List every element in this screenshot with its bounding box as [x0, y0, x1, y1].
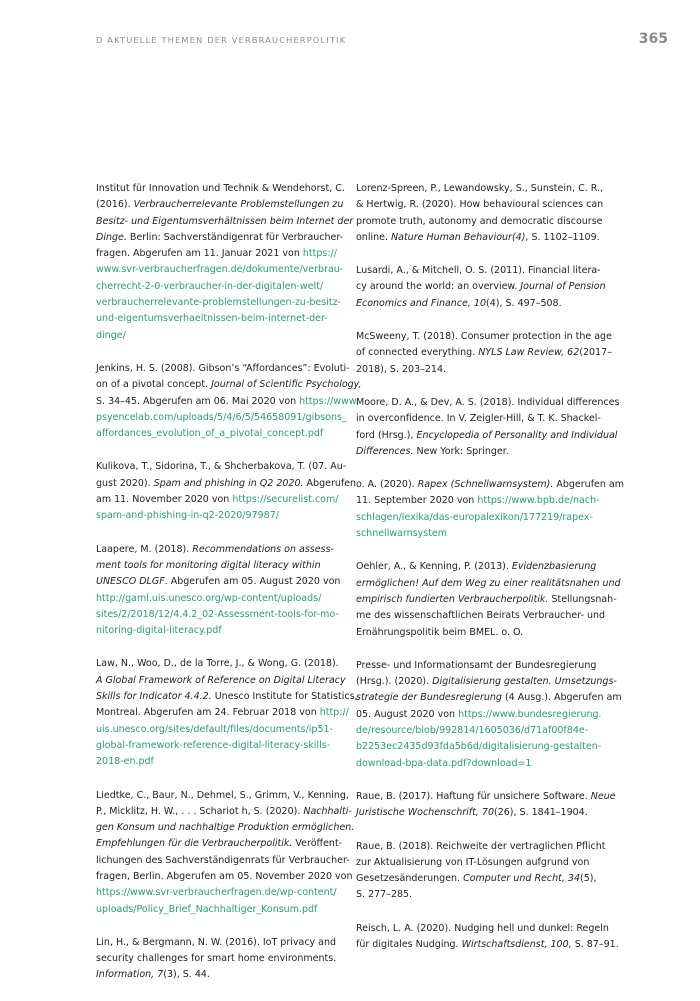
reference-text: (26), S. 1841–1904. [494, 807, 588, 819]
reference-italic: ermöglichen! Auf dem Weg zu einer realitätsnahen und [356, 577, 621, 589]
reference-italic: Neue [590, 790, 616, 802]
reference-line [356, 296, 600, 312]
reference-entry [96, 459, 357, 524]
reference-entry [96, 788, 355, 918]
reference-text: ford (Hrsg.), [356, 429, 417, 441]
reference-url[interactable]: schlagen/lexika/das-europalexikon/177219/rapex- [356, 511, 593, 523]
reference-line [356, 526, 600, 542]
reference-line [356, 197, 604, 213]
reference-line [356, 345, 612, 361]
reference-url[interactable]: sites/2/2018/12/4.4.2_02-Assessment-tools-for-mo- [96, 608, 339, 620]
reference-text: (4 Ausg.). Abgerufen am [501, 692, 622, 704]
reference-italic: Wirtschaftsdienst, 100, [461, 938, 572, 950]
reference-line [96, 788, 349, 804]
reference-line [356, 510, 600, 526]
reference-text: McSweeny, T. (2018). Consumer protection in the age [356, 331, 612, 343]
reference-url[interactable]: und-eigentumsverhaeltnissen-beim-internet-der- [96, 313, 328, 325]
reference-line [356, 789, 616, 805]
reference-line [96, 311, 340, 327]
reference-entry [96, 542, 340, 640]
reference-url[interactable]: http:// [319, 707, 349, 719]
reference-text: o. A. (2020). [356, 479, 418, 491]
reference-line [96, 673, 346, 689]
reference-italic: Evidenzbasierung [511, 561, 597, 573]
reference-text: Ernährungspolitik beim BMEL. o. O. [356, 626, 524, 638]
reference-text: Berlin: Sachverständigenrat für Verbraucher- [126, 231, 344, 243]
reference-italic: Rapex (Schnellwarnsystem). [417, 479, 554, 491]
reference-line [96, 542, 340, 558]
reference-line [356, 855, 600, 871]
reference-line [356, 887, 600, 903]
reference-text: (Hrsg.). (2020). [356, 676, 433, 688]
reference-line [356, 395, 620, 411]
reference-line [356, 839, 606, 855]
reference-line [356, 658, 600, 674]
reference-url[interactable]: spam-and-phishing-in-q2-2020/97987/ [96, 510, 279, 522]
reference-line [96, 214, 354, 230]
reference-text: Kulikova, T., Sidorina, T., & Shcherbakova, T. (07. Au- [96, 461, 347, 473]
reference-entry [96, 656, 358, 770]
reference-text: Oehler, A., & Kenning, P. (2013). [356, 561, 512, 573]
reference-text: P., Micklitz, H. W., . . . Schariot h, S. (2020). [96, 805, 304, 817]
reference-text: & Hertwig, R. (2020). How behavioural sciences can [356, 199, 604, 211]
reference-line [96, 328, 340, 344]
reference-line [96, 967, 340, 983]
reference-line [96, 279, 340, 295]
reference-url[interactable]: https://securelist.com/ [232, 494, 339, 506]
reference-line [96, 902, 340, 918]
reference-text: (3), S. 44. [163, 969, 210, 981]
reference-italic: Information, 7 [96, 969, 164, 981]
reference-italic: Journal of Scientific Psychology, [211, 379, 362, 391]
reference-entry [96, 361, 362, 442]
reference-italic: Dinge. [96, 231, 127, 243]
reference-line [96, 591, 340, 607]
reference-italic: Journal of Pension [520, 281, 606, 293]
reference-text: zur Aktualisierung von IT-Lösungen aufgrund von [356, 856, 590, 868]
reference-line [96, 836, 343, 852]
reference-text: Presse- und Informationsamt der Bundesregierung [356, 659, 597, 671]
reference-text: fragen, Berlin. Abgerufen am 05. November 2020 von [96, 870, 353, 882]
reference-text: Abgerufen am [553, 479, 624, 491]
reference-url[interactable]: schnellwarnsystem [356, 528, 448, 540]
reference-italic: Encyclopedia of Personality and Individual [416, 429, 618, 441]
left-column [96, 181, 362, 1001]
reference-url[interactable]: https://www.bundesregierung. [458, 708, 602, 720]
reference-text: online. [356, 231, 392, 243]
reference-line [96, 262, 344, 278]
reference-entry [96, 181, 354, 344]
reference-url[interactable]: https://www.bpb.de/nach- [477, 495, 600, 507]
reference-italic: strategie der Bundesregierung [356, 692, 502, 704]
reference-url[interactable]: https://www. [299, 395, 359, 407]
reference-text: in overconfidence. In V. Zeigler-Hill, & T. K. Shackel- [356, 413, 601, 425]
reference-entry [96, 935, 340, 984]
reference-line [96, 246, 340, 262]
reference-line [356, 263, 600, 279]
reference-text: Lusardi, A., & Mitchell, O. S. (2011). Financial litera- [356, 265, 601, 277]
reference-line [96, 459, 347, 475]
reference-line [356, 214, 603, 230]
reference-line [96, 574, 340, 590]
reference-text: me des wissenschaftlichen Beirats Verbraucher- und [356, 610, 606, 622]
reference-line [96, 853, 350, 869]
reference-line [96, 230, 344, 246]
reference-line [356, 592, 617, 608]
reference-url[interactable]: b2253ec2435d93fda5b6d/digitalisierung-gestalten- [356, 741, 602, 753]
running-head: D AKTUELLE THEMEN DER VERBRAUCHERPOLITIK [96, 35, 347, 45]
reference-line [356, 690, 622, 706]
reference-text: 2018), S. 203–214. [356, 363, 447, 375]
reference-text: S. 277–285. [356, 889, 413, 901]
reference-line [96, 885, 340, 901]
reference-line [356, 329, 612, 345]
reference-italic: Computer und Recht, 34 [463, 873, 580, 885]
reference-text: Moore, D. A., & Dev, A. S. (2018). Individual differences [356, 396, 620, 408]
reference-line [96, 377, 362, 393]
reference-line [96, 623, 340, 639]
reference-line [96, 361, 350, 377]
reference-text: 05. August 2020 von [356, 708, 459, 720]
reference-line [356, 493, 600, 509]
reference-line [96, 656, 340, 672]
reference-line [96, 705, 349, 721]
reference-line [356, 756, 600, 772]
reference-italic: Economics and Finance, 10 [356, 297, 487, 309]
reference-line [356, 279, 606, 295]
reference-line [356, 921, 609, 937]
reference-text: Liedtke, C., Baur, N., Dehmel, S., Grimm, V., Kenning, [96, 789, 349, 801]
reference-line [96, 804, 352, 820]
reference-line [356, 674, 617, 690]
reference-url[interactable]: de/resource/blob/992814/1605036/d71af00f84e- [356, 725, 589, 737]
reference-line [96, 295, 340, 311]
reference-text: security challenges for smart home environments. [96, 953, 337, 965]
reference-entry [356, 789, 616, 822]
reference-text: Raue, B. (2017). Haftung für unsichere Software. [356, 790, 591, 802]
reference-entry [356, 839, 606, 904]
reference-entry [356, 477, 624, 542]
reference-text: promote truth, autonomy and democratic discourse [356, 215, 603, 227]
reference-text: Laapere, M. (2018). [96, 543, 193, 555]
reference-line [356, 739, 600, 755]
reference-italic: Empfehlungen für die Verbraucherpolitik. [96, 838, 293, 850]
reference-url[interactable]: download-bpa-data.pdf?download=1 [356, 757, 532, 769]
reference-text: New York: Springer. [413, 445, 509, 457]
reference-text: Jenkins, H. S. (2008). Gibson’s “Affordances”: Evoluti- [96, 362, 350, 374]
reference-text: Raue, B. (2018). Reichweite der vertraglichen Pflicht [356, 840, 606, 852]
reference-url[interactable]: cherrecht-2-0-verbraucher-in-der-digitalen-welt/ [96, 280, 324, 292]
reference-entry [356, 658, 622, 772]
reference-italic: Digitalisierung gestalten. Umsetzungs- [432, 676, 617, 688]
reference-line [356, 625, 600, 641]
reference-url[interactable]: psyencelab.com/uploads/5/4/6/5/54658091/gibsons_ [96, 411, 347, 423]
reference-line [96, 951, 340, 967]
reference-line [96, 869, 353, 885]
reference-url[interactable]: dinge/ [96, 329, 126, 341]
reference-entry [356, 921, 619, 954]
reference-line [356, 428, 618, 444]
reference-text: S. 34–45. Abgerufen am 06. Mai 2020 von [96, 395, 300, 407]
page-number: 365 [638, 31, 668, 47]
reference-text: lichungen des Sachverständigenrats für Verbraucher- [96, 854, 350, 866]
reference-italic: Nature Human Behaviour(4) [391, 231, 526, 243]
reference-italic: Juristische Wochenschrift, 70 [356, 807, 494, 819]
reference-line [96, 935, 340, 951]
reference-line [96, 394, 359, 410]
reference-italic: Verbraucherrelevante Problemstellungen zu [133, 199, 344, 211]
reference-url[interactable]: uploads/Policy_Brief_Nachhaltiger_Konsum.pdf [96, 903, 318, 915]
reference-italic: A Global Framework of Reference on Digital Literacy [96, 674, 346, 686]
reference-text: (4), S. 497–508. [486, 297, 562, 309]
reference-line [356, 362, 600, 378]
reference-italic: Differences. [356, 445, 414, 457]
reference-text: (5), [580, 873, 597, 885]
reference-line [356, 559, 600, 575]
reference-text: fragen. Abgerufen am 11. Januar 2021 von [96, 248, 303, 260]
reference-text: Stellungsnah- [548, 593, 617, 605]
reference-line [356, 181, 604, 197]
reference-text: Veröffent- [292, 838, 343, 850]
reference-url[interactable]: affordances_evolution_of_a_pivotal_concept.pdf [96, 428, 324, 440]
reference-line [356, 411, 600, 427]
reference-line [356, 871, 600, 887]
reference-url[interactable]: http://gaml.uis.unesco.org/wp-content/uploads/ [96, 592, 322, 604]
reference-line [96, 410, 347, 426]
reference-line [356, 444, 600, 460]
right-column [356, 181, 624, 970]
reference-text: on of a pivotal concept. [96, 379, 212, 391]
reference-italic: ment tools for monitoring digital literacy within [96, 559, 321, 571]
reference-text: Institut für Innovation und Technik & Wendehorst, C. [96, 183, 345, 194]
reference-line [356, 230, 600, 246]
reference-url[interactable]: https://www.svr-verbraucherfragen.de/wp-content/ [96, 887, 337, 899]
reference-text: . Abgerufen am 05. August 2020 von [164, 576, 341, 588]
reference-line [96, 426, 340, 442]
reference-url[interactable]: 2018-en.pdf [96, 756, 154, 768]
reference-text: Law, N., Woo, D., de la Torre, J., & Wong, G. (2018). [96, 658, 339, 670]
reference-text: Lin, H., & Bergmann, N. W. (2016). IoT privacy and [96, 936, 337, 948]
reference-line [356, 937, 619, 953]
reference-entry [356, 559, 621, 640]
reference-italic: NYLS Law Review, 62 [478, 347, 580, 359]
reference-url[interactable]: https:// [302, 248, 337, 260]
reference-italic: UNESCO DLGF [96, 576, 165, 588]
reference-entry [356, 263, 606, 312]
reference-text: Gesetzesänderungen. [356, 873, 464, 885]
reference-italic: empirisch fundierten Verbraucherpolitik. [356, 593, 549, 605]
reference-text: (2016). [96, 199, 134, 211]
reference-text: gust 2020). [96, 477, 154, 489]
reference-text: S. 87–91. [571, 938, 619, 950]
reference-text: (2017– [579, 347, 612, 359]
reference-line [96, 558, 340, 574]
reference-italic: Skills for Indicator 4.4.2. [96, 691, 212, 703]
reference-line [356, 608, 606, 624]
reference-italic: gen Konsum und nachhaltige Produktion ermöglichen. [96, 822, 355, 834]
reference-text: am 11. November 2020 von [96, 494, 233, 506]
reference-text: 11. September 2020 von [356, 495, 478, 507]
reference-line [96, 492, 340, 508]
reference-text: Unesco Institute for Statistics, [211, 691, 358, 703]
reference-italic: Nachhalti- [303, 805, 352, 817]
reference-url[interactable]: uis.unesco.org/sites/default/files/documents/ip51- [96, 723, 333, 735]
reference-text: Abgerufen [303, 477, 357, 489]
page-header [96, 31, 668, 51]
reference-line [96, 476, 357, 492]
reference-line [356, 723, 600, 739]
reference-entry [356, 395, 620, 460]
reference-line [356, 477, 624, 493]
reference-url[interactable]: global-framework-reference-digital-literacy-skills- [96, 739, 331, 751]
reference-line [96, 181, 345, 197]
reference-line [96, 722, 340, 738]
reference-line [96, 738, 340, 754]
reference-url[interactable]: www.svr-verbraucherfragen.de/dokumente/verbrau- [96, 264, 344, 276]
reference-line [356, 805, 600, 821]
reference-line [96, 197, 344, 213]
reference-line [96, 689, 358, 705]
reference-text: cy around the world: an overview. [356, 281, 521, 293]
reference-text: , S. 1102–1109. [525, 231, 600, 243]
reference-line [356, 576, 621, 592]
reference-line [96, 508, 340, 524]
reference-text: of connected everything. [356, 347, 479, 359]
reference-text: Montreal. Abgerufen am 24. Februar 2018 von [96, 707, 320, 719]
reference-italic: Spam and phishing in Q2 2020. [153, 477, 304, 489]
reference-text: für digitales Nudging. [356, 938, 462, 950]
reference-entry [356, 181, 604, 246]
reference-line [96, 754, 340, 770]
reference-url[interactable]: verbraucherrelevante-problemstellungen-zu-besitz- [96, 297, 341, 309]
reference-italic: Recommendations on assess- [192, 543, 334, 555]
reference-line [96, 820, 355, 836]
reference-text: Lorenz-Spreen, P., Lewandowsky, S., Sunstein, C. R., [356, 183, 604, 194]
reference-url[interactable]: nitoring-digital-literacy.pdf [96, 625, 222, 637]
reference-line [96, 607, 340, 623]
reference-entry [356, 329, 612, 378]
reference-line [356, 707, 600, 723]
reference-text: Reisch, L. A. (2020). Nudging hell und dunkel: Regeln [356, 922, 609, 934]
reference-italic: Besitz- und Eigentumsverhältnissen beim Internet der [96, 215, 354, 227]
